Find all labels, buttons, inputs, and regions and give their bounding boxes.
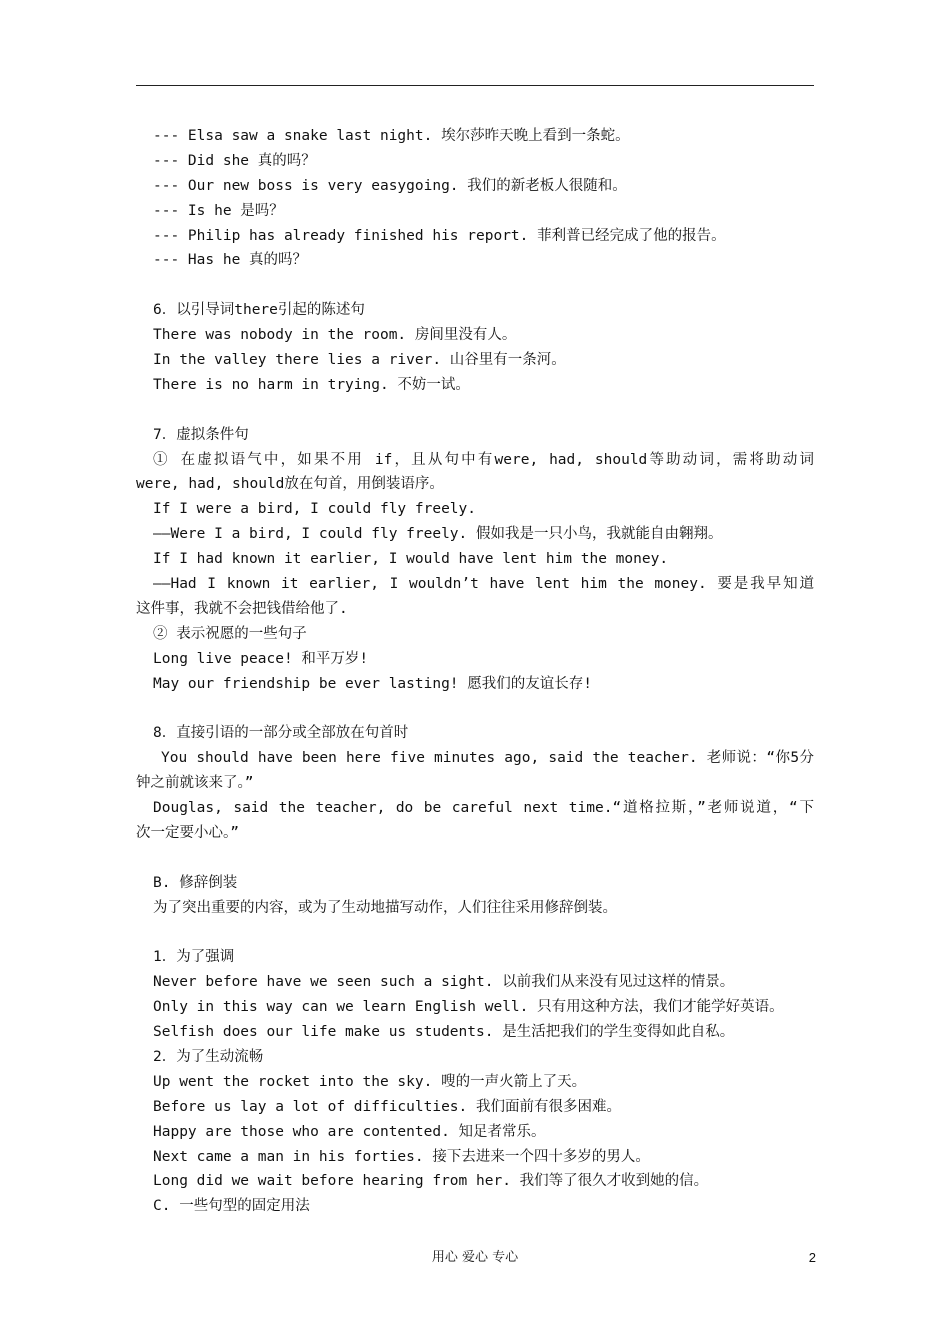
text-line: B. 修辞倒装 [153, 874, 238, 891]
text-line: were, had, should放在句首，用倒装语序。 [136, 476, 444, 493]
text-line: 7．虚拟条件句 [153, 426, 249, 443]
text-line: 8．直接引语的一部分或全部放在句首时 [153, 725, 409, 742]
text-line: 为了突出重要的内容，或为了生动地描写动作，人们往往采用修辞倒装。 [153, 899, 617, 916]
text-line: --- Our new boss is very easygoing. 我们的新老板人很随和。 [153, 177, 627, 194]
header-rule [136, 85, 814, 86]
text-line: Long did we wait before hearing from her. 我们等了很久才收到她的信。 [153, 1173, 709, 1190]
text-line: 6．以引导词there引起的陈述句 [153, 302, 365, 319]
text-line: 次一定要小心。” [136, 824, 239, 841]
text-line: --- Has he 真的吗？ [153, 252, 308, 269]
text-line: ——Had I known it earlier, I wouldn’t have lent him the money. 要是我早知道 [153, 576, 814, 593]
blank-line [136, 696, 814, 721]
text-line: Douglas, said the teacher, do be careful next time.“道格拉斯，”老师说道，“下 [153, 800, 814, 817]
text-line: Before us lay a lot of difficulties. 我们面前有很多困难。 [153, 1098, 621, 1115]
blank-line [136, 921, 814, 946]
text-line: --- Philip has already finished his report. 菲利普已经完成了他的报告。 [153, 227, 726, 244]
text-line: In the valley there lies a river. 山谷里有一条河。 [153, 352, 566, 369]
page-number: 2 [808, 1250, 816, 1265]
text-line: Never before have we seen such a sight. 以前我们从来没有见过这样的情景。 [153, 974, 735, 991]
text-line: Happy are those who are contented. 知足者常乐。 [153, 1123, 546, 1140]
document-body [136, 124, 814, 1219]
text-line: If I had known it earlier, I would have lent him the money. [153, 551, 669, 568]
text-line: --- Is he 是吗？ [153, 202, 284, 219]
text-line: 钟之前就该来了。” [136, 775, 254, 792]
text-line: --- Did she 真的吗？ [153, 152, 316, 169]
blank-line [136, 846, 814, 871]
text-line: C. 一些句型的固定用法 [153, 1198, 310, 1215]
text-line: There was nobody in the room. 房间里没有人。 [153, 327, 517, 344]
text-line: Long live peace! 和平万岁! [153, 650, 369, 667]
page-footer [0, 1248, 950, 1268]
text-line: There is no harm in trying. 不妨一试。 [153, 376, 470, 393]
text-line: May our friendship be ever lasting! 愿我们的友谊长存! [153, 675, 592, 692]
text-line: Selfish does our life make us students. 是生活把我们的学生变得如此自私。 [153, 1024, 735, 1041]
text-line: Only in this way can we learn English well. 只有用这种方法，我们才能学好英语。 [153, 999, 784, 1016]
text-line: If I were a bird, I could fly freely. [153, 501, 477, 518]
text-line: 2．为了生动流畅 [153, 1048, 264, 1065]
footer-text: 用心 爱心 专心 [431, 1250, 519, 1265]
text-line: You should have been here five minutes ago, said the teacher. 老师说：“你5分 [161, 750, 814, 767]
text-line: ② 表示祝愿的一些句子 [153, 625, 307, 642]
blank-line [136, 273, 814, 298]
blank-line [136, 398, 814, 423]
text-line: 1．为了强调 [153, 949, 235, 966]
text-line: ① 在虚拟语气中，如果不用 if，且从句中有were, had, should等助动词，需将助动词 [153, 451, 814, 468]
text-line: 这件事，我就不会把钱借给他了. [136, 600, 348, 617]
text-line: Next came a man in his forties. 接下去进来一个四十多岁的男人。 [153, 1148, 650, 1165]
text-line: ——Were I a bird, I could fly freely. 假如我是一只小鸟，我就能自由翱翔。 [153, 526, 723, 543]
text-line: --- Elsa saw a snake last night. 埃尔莎昨天晚上看到一条蛇。 [153, 128, 630, 144]
text-line: Up went the rocket into the sky. 嗖的一声火箭上了天。 [153, 1073, 587, 1090]
